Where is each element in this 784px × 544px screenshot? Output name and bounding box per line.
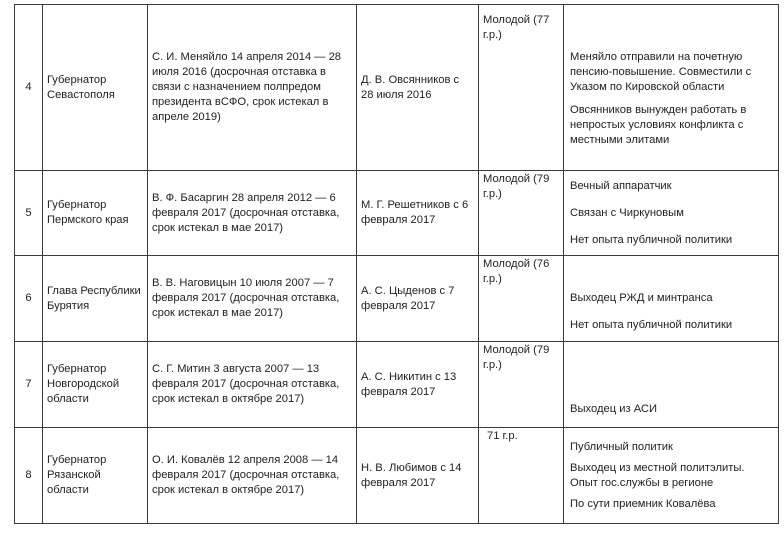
age-cell: Молодой (76 г.р.) xyxy=(479,256,564,342)
age-cell: Молодой (79 г.р.) xyxy=(479,171,564,256)
predecessor-cell: О. И. Ковалёв 12 апреля 2008 — 14 февраля 2017 (досрочная отставка, срок истекал в октябре 2017) xyxy=(148,428,357,524)
age-cell: Молодой (79 г.р.) xyxy=(479,342,564,428)
note-text: Нет опыта публичной политики xyxy=(570,233,733,246)
note-text: Меняйло отправили на почетную пенсию-повышение. Совместили с Указом по Кировской области xyxy=(570,50,752,93)
note-text: Выходец РЖД и минтранса xyxy=(570,291,713,304)
note-text: Выходец из местной политэлиты. Опыт гос.службы в регионе xyxy=(570,461,745,489)
table-row xyxy=(15,428,779,524)
row-number: 4 xyxy=(15,5,43,171)
successor-cell: М. Г. Решетников с 6 февраля 2017 xyxy=(357,171,479,256)
notes-cell xyxy=(564,342,779,428)
predecessor-cell: С. И. Меняйло 14 апреля 2014 — 28 июля 2016 (досрочная отставка в связи с назначением полпредом президента вСФО, срок истекал в апреле 2019) xyxy=(148,5,357,171)
age-cell: Молодой (77 г.р.) xyxy=(479,5,564,171)
note-text: Овсянников вынужден работать в непростых условиях конфликта с местными элитами xyxy=(570,103,747,146)
predecessor-cell: С. Г. Митин 3 августа 2007 — 13 февраля 2017 (досрочная отставка, срок истекал в октябре 2017) xyxy=(148,342,357,428)
row-number: 8 xyxy=(15,428,43,524)
successor-cell: Д. В. Овсянников с 28 июля 2016 xyxy=(357,5,479,171)
notes-cell xyxy=(564,5,779,171)
position-cell: Губернатор Пермского края xyxy=(43,171,148,256)
position-cell: Губернатор Севастополя xyxy=(43,5,148,171)
age-cell: 71 г.р. xyxy=(479,428,564,524)
position-cell: Губернатор Рязанской области xyxy=(43,428,148,524)
note-text: Выходец из АСИ xyxy=(570,403,658,415)
row-number: 5 xyxy=(15,171,43,256)
position-cell: Губернатор Новгородской области xyxy=(43,342,148,428)
predecessor-cell: В. Ф. Басаргин 28 апреля 2012 — 6 февраля 2017 (досрочная отставка, срок истекал в мае 2017) xyxy=(148,171,357,256)
table-row xyxy=(15,5,779,171)
successor-cell: А. С. Никитин с 13 февраля 2017 xyxy=(357,342,479,428)
governors-table xyxy=(14,4,779,524)
table-row xyxy=(15,342,779,428)
row-number: 7 xyxy=(15,342,43,428)
note-text: По сути приемник Ковалёва xyxy=(570,497,716,510)
notes-cell xyxy=(564,428,779,524)
note-text: Публичный политик xyxy=(570,440,673,453)
table-row xyxy=(15,256,779,342)
table-row xyxy=(15,171,779,256)
predecessor-cell: В. В. Наговицын 10 июля 2007 — 7 февраля 2017 (досрочная отставка, срок истекал в мае 2017) xyxy=(148,256,357,342)
notes-cell xyxy=(564,256,779,342)
notes-cell xyxy=(564,171,779,256)
note-text: Связан с Чиркуновым xyxy=(570,206,684,219)
note-text: Нет опыта публичной политики xyxy=(570,318,733,331)
successor-cell: Н. В. Любимов с 14 февраля 2017 xyxy=(357,428,479,524)
note-text: Вечный аппаратчик xyxy=(570,179,672,192)
position-cell: Глава Республики Бурятия xyxy=(43,256,148,342)
successor-cell: А. С. Цыденов с 7 февраля 2017 xyxy=(357,256,479,342)
row-number: 6 xyxy=(15,256,43,342)
